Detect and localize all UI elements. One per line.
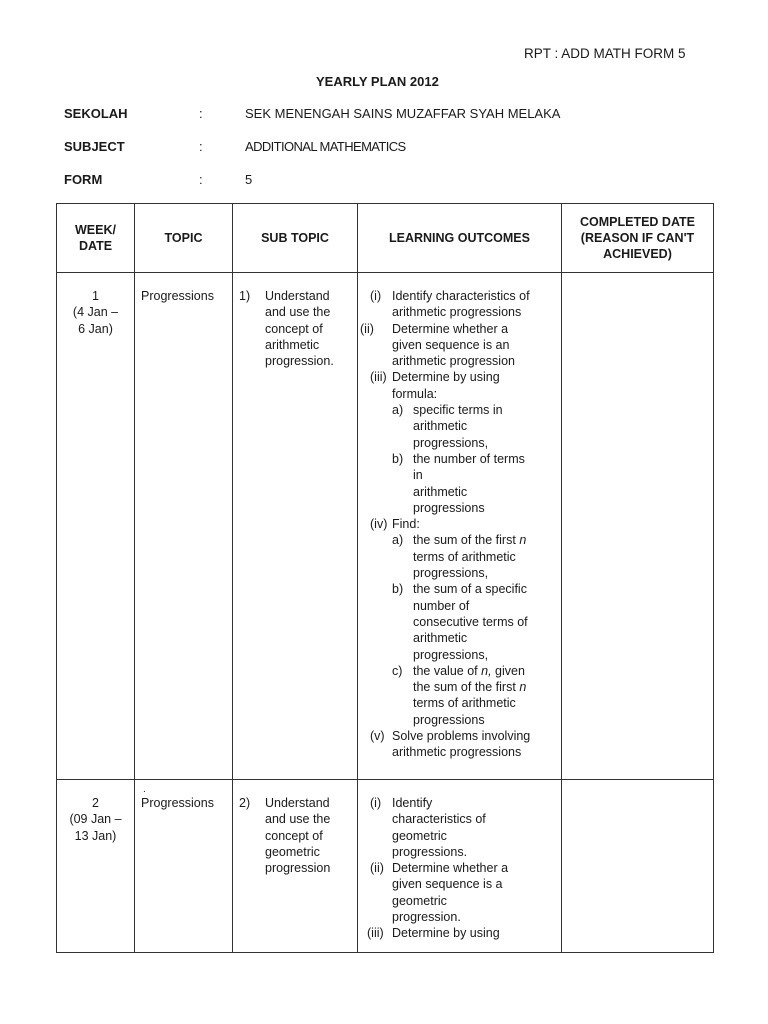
page-title: YEARLY PLAN 2012 — [316, 74, 439, 89]
subitem-line: the number of terms — [413, 451, 525, 466]
outcome-item — [370, 860, 555, 925]
outcome-item — [360, 321, 555, 370]
week-number: 2 — [92, 796, 99, 810]
completed-date-cell — [562, 273, 714, 780]
header-completed-line1: COMPLETED DATE — [579, 214, 696, 229]
table-row — [57, 780, 714, 953]
completed-date-cell — [562, 780, 714, 953]
document-code: RPT : ADD MATH FORM 5 — [524, 46, 686, 61]
outcome-number: (iv) — [370, 517, 388, 532]
sub-topic-line: concept of — [265, 321, 323, 336]
outcome-line: geometric — [392, 893, 447, 908]
subitem-line: specific terms in — [413, 403, 503, 418]
sub-topic-cell — [233, 780, 358, 953]
subitem-line: progressions, — [413, 647, 489, 662]
outcome-line: Find: — [392, 517, 420, 532]
subitem-line: consecutive terms of — [413, 614, 528, 629]
subitem-letter: b) — [392, 451, 404, 466]
outcome-item — [367, 925, 555, 941]
outcome-number: (iii) — [370, 370, 387, 385]
subitem-line: progressions, — [413, 566, 489, 581]
outcome-line: progression. — [392, 910, 461, 925]
subitem-letter: a) — [392, 403, 404, 418]
sub-topic-line: progression. — [265, 354, 334, 369]
header-week-line: WEEK/ — [75, 222, 116, 237]
outcome-item — [370, 288, 555, 321]
meta-value-subject: ADDITIONAL MATHEMATICS — [245, 139, 406, 154]
outcome-item — [370, 728, 555, 761]
header-week-date — [57, 204, 135, 273]
outcome-line: Identify characteristics of — [392, 289, 530, 303]
subitem-line: in — [413, 468, 423, 483]
sub-topic-item — [233, 288, 351, 369]
outcome-subitem — [392, 663, 555, 728]
subitem-line: arithmetic — [413, 484, 468, 499]
outcome-subitem — [392, 451, 555, 516]
subitem-text: the sum of the first — [413, 680, 516, 695]
sub-topic-line: and use the — [265, 812, 331, 827]
variable-n: n, — [481, 663, 492, 678]
subitem-text: the sum of the first — [413, 533, 516, 548]
outcome-line: characteristics of — [392, 812, 486, 827]
outcome-line: progressions. — [392, 844, 468, 859]
outcome-number: (v) — [370, 729, 385, 744]
meta-value-school: SEK MENENGAH SAINS MUZAFFAR SYAH MELAKA — [245, 106, 561, 121]
subitem-line: arithmetic — [413, 631, 468, 646]
outcome-number: (ii) — [370, 861, 384, 876]
week-date-cell — [57, 780, 135, 953]
meta-label-subject: SUBJECT — [64, 139, 125, 154]
outcome-line: Determine whether a — [392, 321, 509, 336]
subitem-line — [413, 679, 555, 695]
outcome-line: arithmetic progressions — [392, 745, 522, 760]
sub-topic-line: Understand — [265, 796, 330, 810]
learning-outcomes-cell — [358, 273, 562, 780]
meta-colon: : — [199, 172, 203, 187]
subitem-line: terms of arithmetic — [413, 549, 516, 564]
outcome-subitem — [392, 581, 555, 662]
outcome-subitem — [392, 402, 555, 451]
sub-topic-number: 2) — [239, 796, 251, 810]
outcome-line: formula: — [392, 386, 438, 401]
outcome-number: (iii) — [367, 926, 384, 941]
variable-n: n — [519, 533, 527, 548]
outcome-line: Determine whether a — [392, 861, 509, 876]
header-sub-topic: SUB TOPIC — [233, 204, 358, 273]
subitem-line: terms of arithmetic — [413, 696, 516, 711]
subitem-line: the sum of a specific — [413, 582, 527, 597]
week-date-cell — [57, 273, 135, 780]
outcome-item — [370, 516, 555, 728]
outcome-number: (i) — [370, 796, 382, 810]
sub-topic-line: arithmetic — [265, 337, 320, 352]
sub-topic-line: progression — [265, 861, 331, 876]
yearly-plan-table — [56, 203, 714, 953]
date-range-line2: 13 Jan) — [74, 828, 117, 843]
header-completed-line2: (REASON IF CAN'T — [580, 230, 695, 245]
table-row — [57, 273, 714, 780]
outcome-item — [370, 795, 555, 860]
topic-text: Progressions — [141, 289, 214, 303]
meta-value-form: 5 — [245, 172, 253, 187]
sub-topic-line: Understand — [265, 289, 330, 303]
date-range-line2: 6 Jan) — [78, 321, 113, 336]
learning-outcomes-list — [360, 288, 555, 761]
subitem-line: progressions, — [413, 435, 489, 450]
date-range-line1: (4 Jan – — [72, 305, 119, 320]
subitem-text: given — [495, 663, 525, 678]
sub-topic-cell — [233, 273, 358, 780]
outcome-item — [370, 369, 555, 516]
subitem-letter: a) — [392, 533, 404, 548]
subitem-letter: b) — [392, 582, 404, 597]
outcome-line: Determine by using — [392, 370, 500, 385]
subitem-line — [413, 532, 555, 548]
outcome-line: arithmetic progression — [392, 354, 515, 369]
meta-colon: : — [199, 139, 203, 154]
outcome-number: (i) — [370, 289, 382, 303]
week-number: 1 — [92, 289, 99, 303]
subitem-line: progressions — [413, 500, 485, 515]
subitem-line: arithmetic — [413, 419, 468, 434]
outcome-line: arithmetic progressions — [392, 305, 522, 320]
topic-cell — [135, 273, 233, 780]
subitem-line: number of — [413, 598, 470, 613]
meta-colon: : — [199, 106, 203, 121]
date-range-line1: (09 Jan – — [69, 812, 122, 827]
meta-label-form: FORM — [64, 172, 103, 187]
learning-outcomes-list — [364, 795, 555, 942]
sub-topic-line: concept of — [265, 828, 323, 843]
outcome-line: given sequence is an — [392, 337, 510, 352]
header-completed-line3: ACHIEVED) — [603, 247, 672, 262]
sub-topic-line: and use the — [265, 305, 331, 320]
outcome-line: Solve problems involving — [392, 729, 531, 744]
header-learning-outcomes: LEARNING OUTCOMES — [358, 204, 562, 273]
table-header-row — [57, 204, 714, 273]
variable-n: n — [519, 680, 527, 695]
outcome-line: geometric — [392, 828, 447, 843]
outcome-line: Identify — [392, 796, 433, 810]
topic-text: Progressions — [141, 796, 214, 810]
sub-topic-line: geometric — [265, 844, 320, 859]
subitem-letter: c) — [392, 663, 403, 678]
stray-mark: . — [143, 784, 146, 795]
outcome-number: (ii) — [360, 321, 374, 336]
subitem-line: progressions — [413, 712, 485, 727]
learning-outcomes-cell — [358, 780, 562, 953]
outcome-line: Determine by using — [392, 926, 500, 941]
meta-label-school: SEKOLAH — [64, 106, 128, 121]
header-date-line: DATE — [78, 239, 113, 253]
sub-topic-item — [233, 795, 351, 876]
outcome-subitem — [392, 532, 555, 581]
subitem-line — [413, 663, 555, 679]
sub-topic-number: 1) — [239, 289, 251, 303]
header-completed-date — [562, 204, 714, 273]
header-topic: TOPIC — [135, 204, 233, 273]
outcome-line: given sequence is a — [392, 877, 503, 892]
topic-cell — [135, 780, 233, 953]
subitem-text: the value of — [413, 663, 478, 678]
